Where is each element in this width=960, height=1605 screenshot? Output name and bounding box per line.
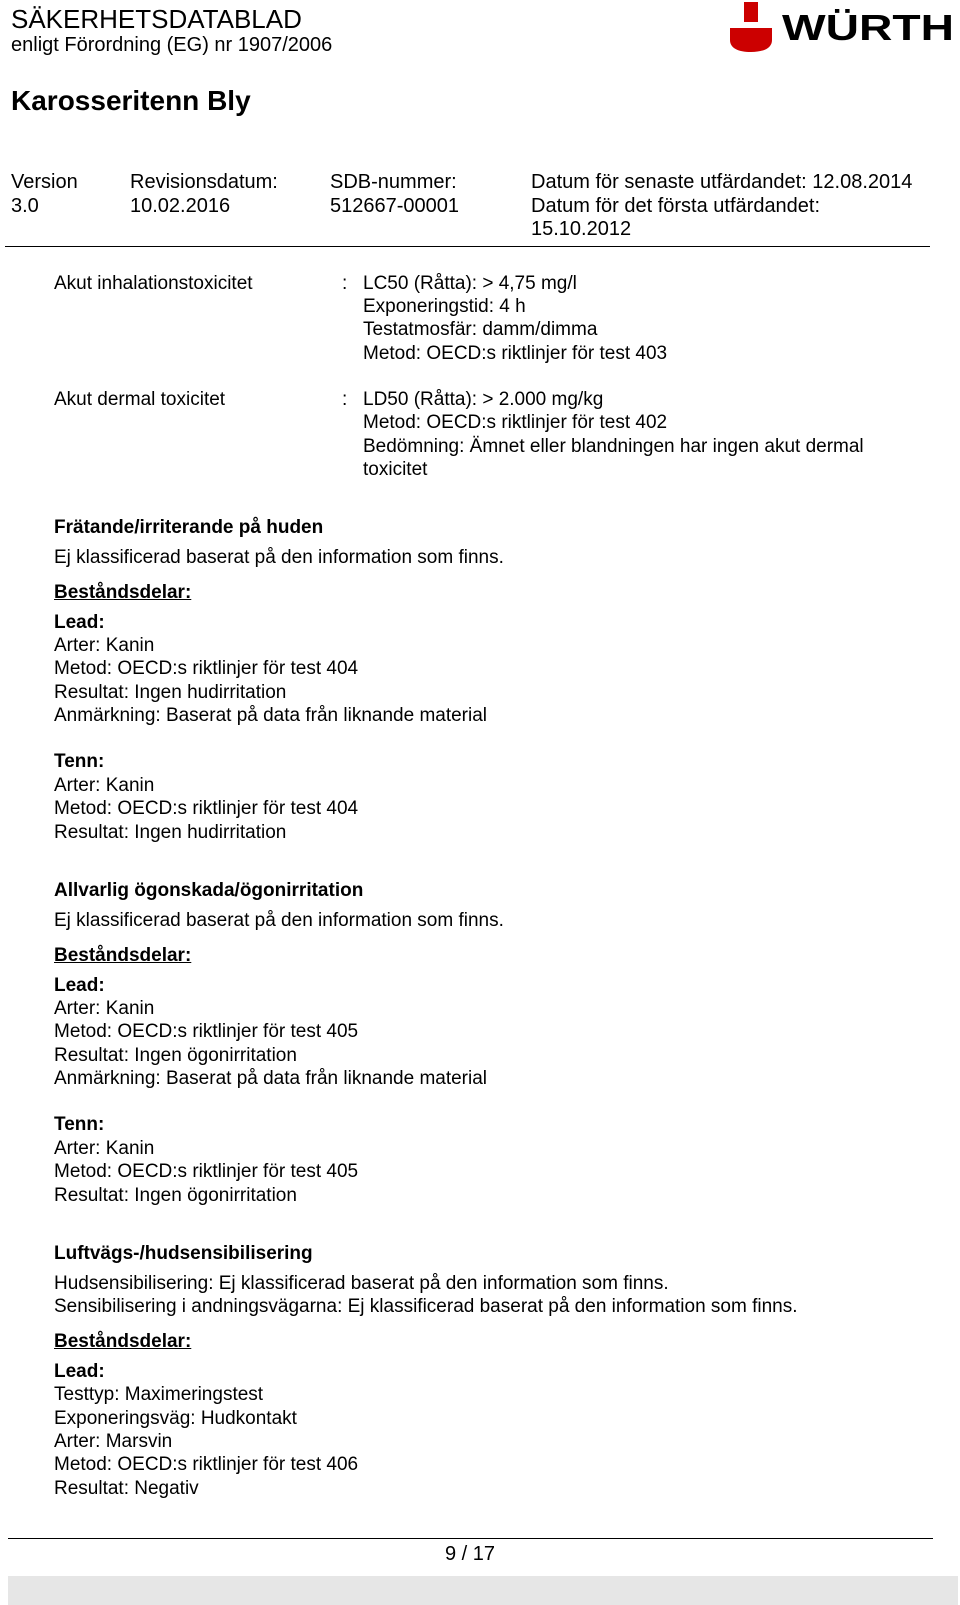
page-number: 9 / 17 [445, 1543, 496, 1565]
component-line: Exponeringsväg: Hudkontakt [54, 1408, 297, 1429]
brand-wordmark: WÜRTH [782, 7, 954, 48]
component-line: Arter: Kanin [54, 998, 155, 1019]
section-summary: Hudsensibilisering: Ej klassificerad baserat på den information som finns. [54, 1273, 669, 1294]
version-label: Version [11, 171, 78, 193]
component-line: Metod: OECD:s riktlinjer för test 406 [54, 1454, 359, 1475]
tox-line: Metod: OECD:s riktlinjer för test 402 [363, 412, 668, 433]
component-line: Testtyp: Maximeringstest [54, 1384, 264, 1405]
component-name-lead: Lead: [54, 612, 105, 633]
header-divider [5, 246, 930, 247]
revision-value: 10.02.2016 [130, 195, 231, 217]
component-line: Resultat: Ingen hudirritation [54, 822, 287, 843]
tox-label-dermal: Akut dermal toxicitet [54, 389, 226, 410]
tox-line: toxicitet [363, 459, 428, 480]
sdb-label: SDB-nummer: [330, 171, 457, 193]
component-line: Resultat: Ingen hudirritation [54, 682, 287, 703]
section-heading-skin: Frätande/irriterande på huden [54, 517, 324, 538]
section-heading-eyes: Allvarlig ögonskada/ögonirritation [54, 880, 364, 901]
wurth-logo-icon [730, 2, 772, 52]
tox-line: Exponeringstid: 4 h [363, 296, 526, 317]
regulation-subtitle: enligt Förordning (EG) nr 1907/2006 [11, 34, 333, 56]
version-value: 3.0 [11, 195, 39, 217]
first-issue-label: Datum för det första utfärdandet: [531, 195, 821, 217]
wurth-logo [730, 2, 958, 52]
document-title: SÄKERHETSDATABLAD [11, 4, 302, 34]
component-line: Anmärkning: Baserat på data från liknande material [54, 1068, 488, 1089]
component-line: Resultat: Ingen ögonirritation [54, 1045, 297, 1066]
component-line: Arter: Kanin [54, 775, 155, 796]
first-issue-value: 15.10.2012 [531, 218, 632, 240]
section-summary: Sensibilisering i andningsvägarna: Ej klassificerad baserat på den information som finns. [54, 1296, 798, 1317]
component-line: Arter: Marsvin [54, 1431, 173, 1452]
component-line: Metod: OECD:s riktlinjer för test 404 [54, 798, 359, 819]
component-line: Metod: OECD:s riktlinjer för test 405 [54, 1161, 359, 1182]
footer-bar [8, 1576, 958, 1605]
tox-line: LD50 (Råtta): > 2.000 mg/kg [363, 389, 604, 410]
footer-divider [8, 1538, 933, 1539]
revision-label: Revisionsdatum: [130, 171, 278, 193]
components-label: Beståndsdelar: [54, 582, 192, 603]
tox-label-inhalation: Akut inhalationstoxicitet [54, 273, 253, 294]
section-summary: Ej klassificerad baserat på den information som finns. [54, 910, 504, 931]
component-name-lead: Lead: [54, 975, 105, 996]
sdb-value: 512667-00001 [330, 195, 460, 217]
component-line: Resultat: Negativ [54, 1478, 199, 1499]
component-line: Metod: OECD:s riktlinjer för test 404 [54, 658, 359, 679]
component-name-tin: Tenn: [54, 1114, 105, 1135]
tox-line: Bedömning: Ämnet eller blandningen har ingen akut dermal [363, 436, 864, 457]
component-name-lead: Lead: [54, 1361, 105, 1382]
tox-line: Testatmosfär: damm/dimma [363, 319, 598, 340]
component-line: Arter: Kanin [54, 635, 155, 656]
tox-colon: : [342, 273, 348, 294]
component-line: Anmärkning: Baserat på data från liknande material [54, 705, 488, 726]
components-label: Beståndsdelar: [54, 1331, 192, 1352]
component-name-tin: Tenn: [54, 751, 105, 772]
tox-line: Metod: OECD:s riktlinjer för test 403 [363, 343, 668, 364]
components-label: Beståndsdelar: [54, 945, 192, 966]
component-line: Resultat: Ingen ögonirritation [54, 1185, 297, 1206]
section-heading-sensitisation: Luftvägs-/hudsensibilisering [54, 1243, 313, 1264]
product-name: Karosseritenn Bly [11, 85, 251, 116]
component-line: Metod: OECD:s riktlinjer för test 405 [54, 1021, 359, 1042]
latest-issue-date: Datum för senaste utfärdandet: 12.08.2014 [531, 171, 913, 193]
tox-line: LC50 (Råtta): > 4,75 mg/l [363, 273, 577, 294]
section-summary: Ej klassificerad baserat på den information som finns. [54, 547, 504, 568]
tox-colon: : [342, 389, 348, 410]
component-line: Arter: Kanin [54, 1138, 155, 1159]
